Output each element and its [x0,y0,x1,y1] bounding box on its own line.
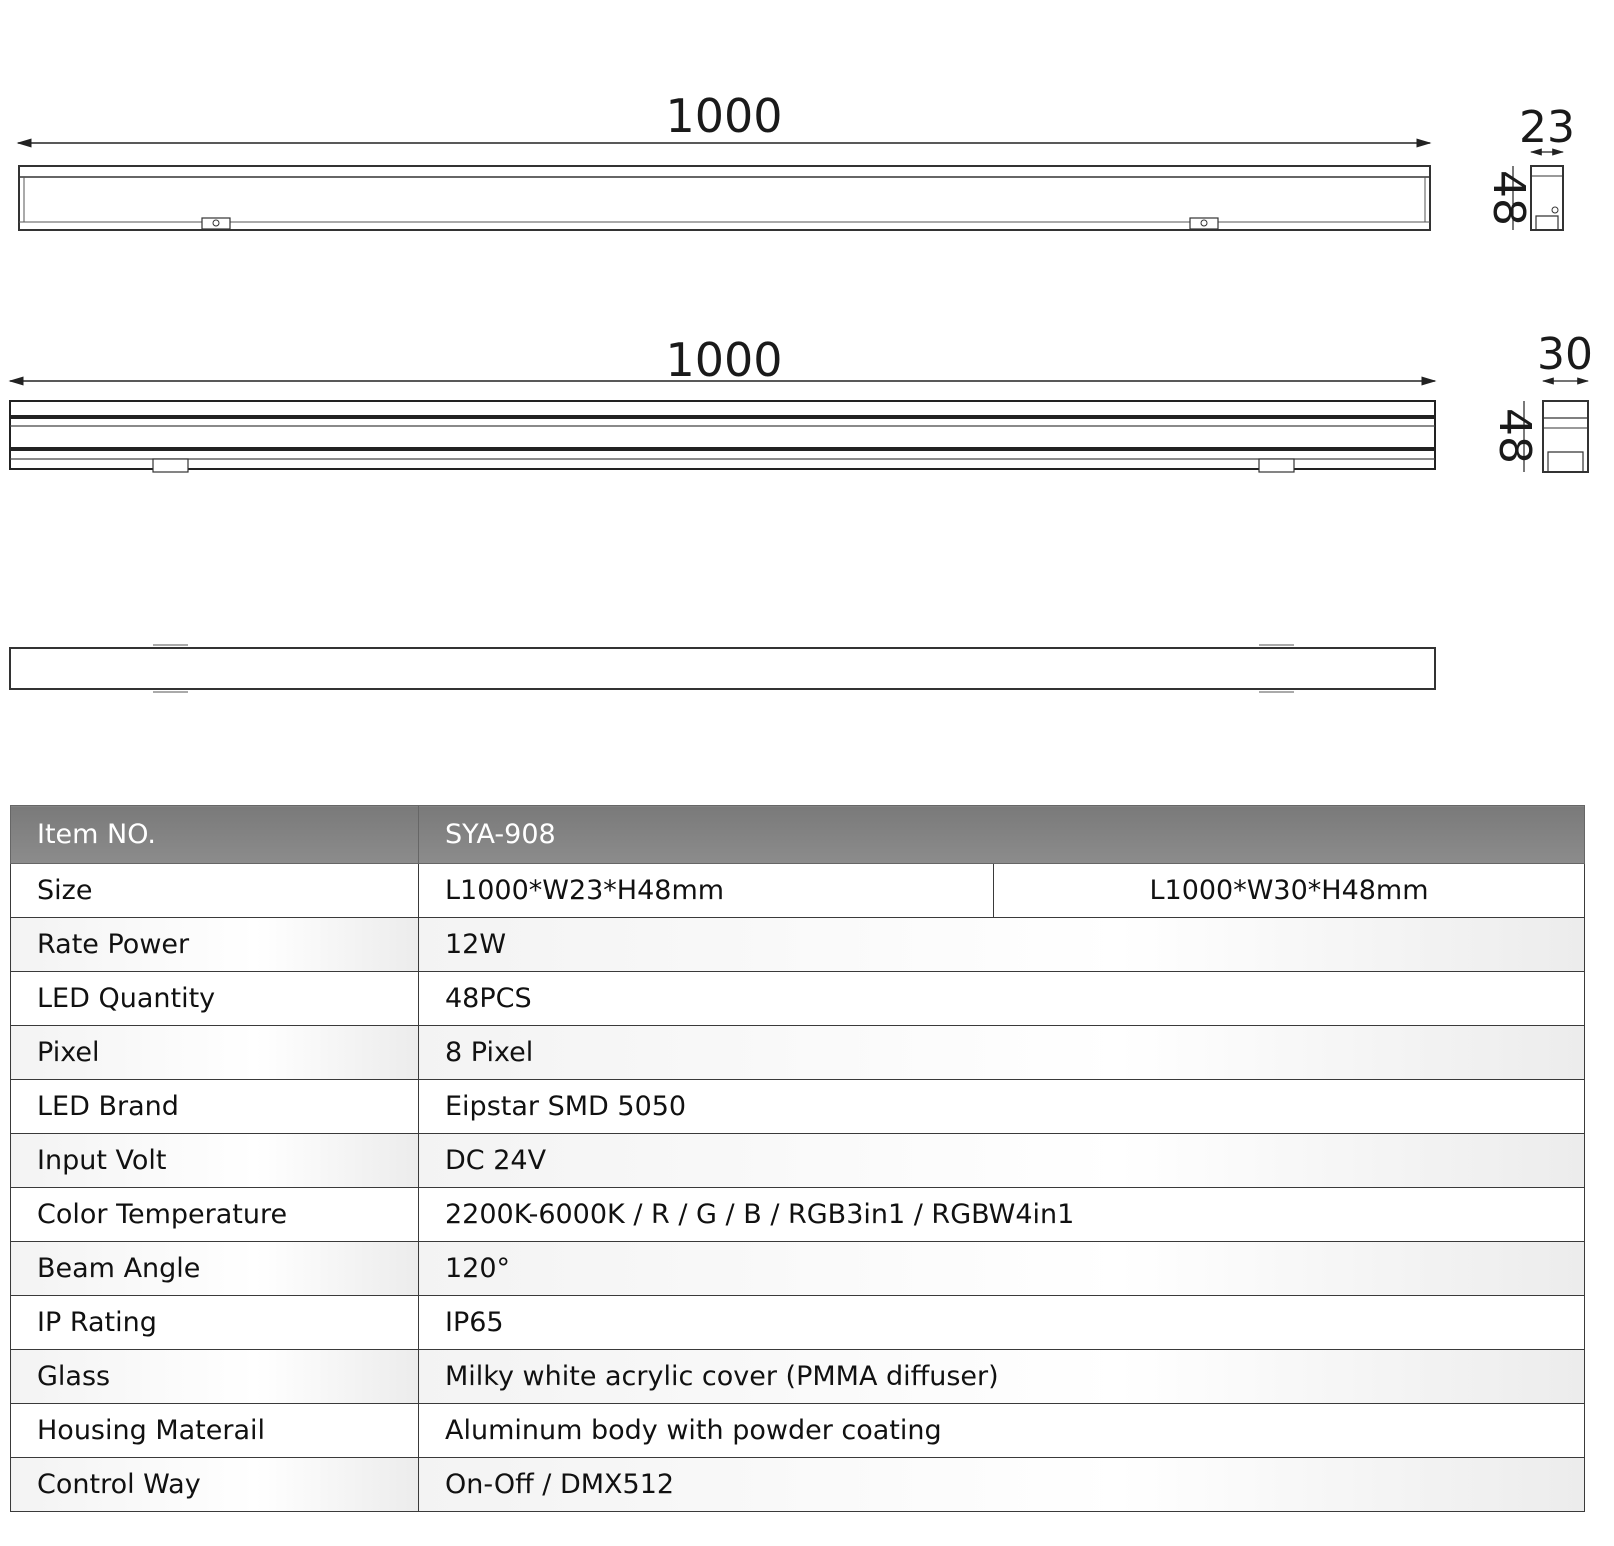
spec-label: Rate Power [11,918,419,972]
table-row [11,1242,1585,1296]
table-row [11,972,1585,1026]
spec-label: Input Volt [11,1134,419,1188]
rear-view [10,645,1435,692]
specification-table [10,805,1585,1512]
table-row [11,1296,1585,1350]
front-view-2 [10,333,1435,472]
spec-value: Aluminum body with powder coating [419,1404,1585,1458]
size-value-b: L1000*W30*H48mm [994,864,1585,918]
spec-value: 8 Pixel [419,1026,1585,1080]
height-label: 48 [1483,170,1534,226]
height-label: 48 [1489,408,1540,464]
length-label: 1000 [665,333,783,387]
item-no-label: Item NO. [11,806,419,864]
width-label: 23 [1519,102,1575,153]
spec-label: LED Quantity [11,972,419,1026]
fixture-body [10,648,1435,689]
item-no-value: SYA-908 [419,806,1585,864]
size-label: Size [11,864,419,918]
spec-label: Color Temperature [11,1188,419,1242]
size-value-a: L1000*W23*H48mm [419,864,994,918]
spec-value: 120° [419,1242,1585,1296]
spec-value: Eipstar SMD 5050 [419,1080,1585,1134]
spec-label: Beam Angle [11,1242,419,1296]
table-row [11,1026,1585,1080]
table-row [11,918,1585,972]
spec-value: On-Off / DMX512 [419,1458,1585,1512]
table-row [11,864,1585,918]
length-label: 1000 [665,89,783,143]
profile-section [1543,401,1588,472]
table-header-row [11,806,1585,864]
mounting-clip [153,459,188,472]
spec-value: 48PCS [419,972,1585,1026]
spec-value: Milky white acrylic cover (PMMA diffuser) [419,1350,1585,1404]
mounting-clip [1259,459,1294,472]
spec-label: LED Brand [11,1080,419,1134]
table-row [11,1350,1585,1404]
spec-label: Glass [11,1350,419,1404]
table-row [11,1188,1585,1242]
side-view-2 [1489,329,1593,472]
table-row [11,1080,1585,1134]
spec-value: 12W [419,918,1585,972]
table-row [11,1458,1585,1512]
front-view-1 [18,89,1430,230]
table-row [11,1134,1585,1188]
spec-label: Housing Materail [11,1404,419,1458]
technical-drawings [0,0,1614,760]
table-row [11,1404,1585,1458]
spec-value: 2200K-6000K / R / G / B / RGB3in1 / RGBW4in1 [419,1188,1585,1242]
spec-label: Control Way [11,1458,419,1512]
spec-label: IP Rating [11,1296,419,1350]
spec-label: Pixel [11,1026,419,1080]
width-label: 30 [1537,329,1593,380]
side-view-1 [1483,102,1575,230]
spec-value: IP65 [419,1296,1585,1350]
spec-value: DC 24V [419,1134,1585,1188]
